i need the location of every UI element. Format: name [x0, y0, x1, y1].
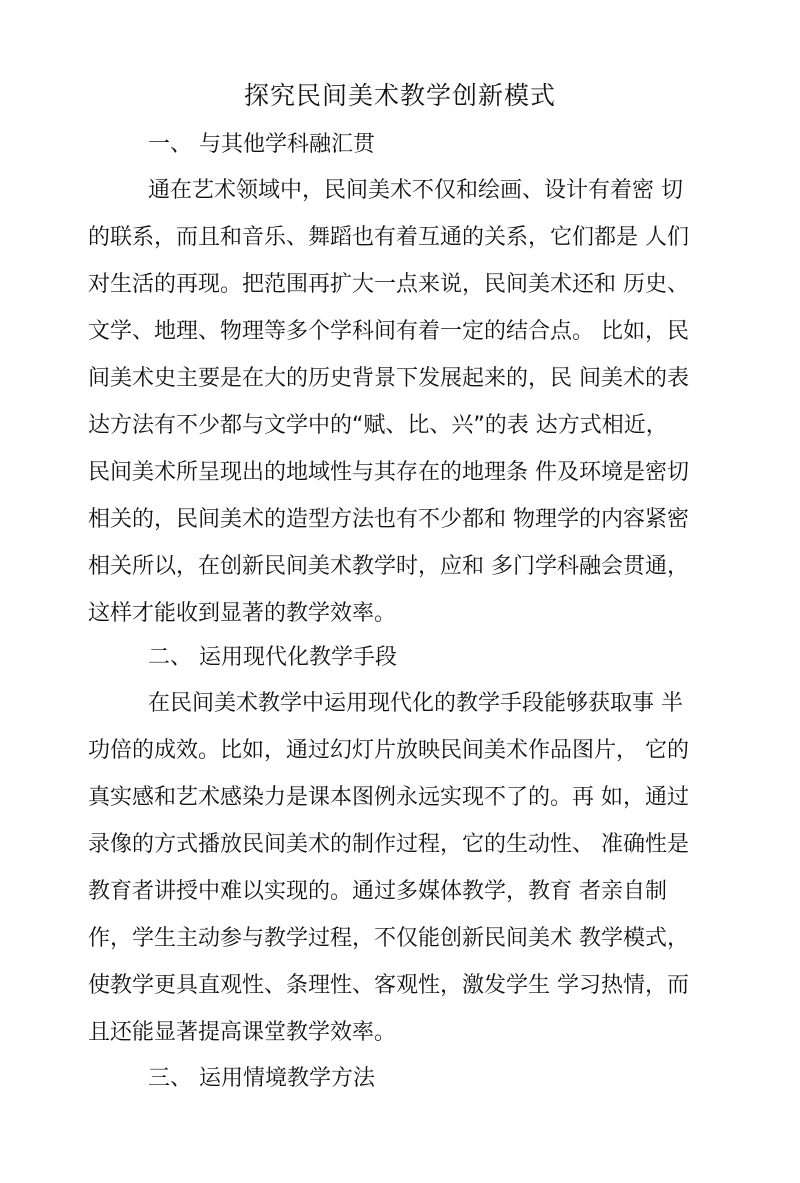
paragraph-line: 作，学生主动参与教学过程，不仅能创新民间美术 教学模式， [88, 926, 689, 951]
paragraph-line: 使教学更具直观性、条理性、客观性，激发学生 学习热情，而 [88, 973, 689, 998]
paragraph-line: 教育者讲授中难以实现的。通过多媒体教学，教育 者亲自制 [88, 879, 667, 904]
paragraph-line: 且还能显著提高课堂教学效率。 [88, 1020, 397, 1045]
paragraph-line: 在民间美术教学中运用现代化的教学手段能够获取事 半 [148, 691, 683, 716]
paragraph-line: 这样才能收到显著的教学效率。 [88, 601, 397, 626]
paragraph-line: 真实感和艺术感染力是课本图例永远实现不了的。再 如，通过 [88, 785, 689, 810]
paragraph-line: 的联系，而且和音乐、舞蹈也有着互通的关系，它们都是 人们 [88, 225, 689, 250]
section-heading-3: 三、 运用情境教学方法 [148, 1066, 375, 1091]
section-heading-2: 二、 运用现代化教学手段 [148, 645, 397, 670]
paragraph-line: 通在艺术领域中，民间美术不仅和绘画、设计有着密 切 [148, 178, 683, 203]
paragraph-line: 相关的，民间美术的造型方法也有不少都和 物理学的内容紧密 [88, 507, 689, 532]
paragraph-line: 录像的方式播放民间美术的制作过程，它的生动性、 准确性是 [88, 832, 689, 857]
section-heading-1: 一、 与其他学科融汇贯 [148, 132, 375, 157]
document-title: 探究民间美术教学创新模式 [243, 81, 556, 110]
paragraph-line: 功倍的成效。比如，通过幻灯片放映民间美术作品图片， 它的 [88, 738, 689, 763]
paragraph-line: 对生活的再现。把范围再扩大一点来说，民间美术还和 历史、 [88, 272, 689, 297]
paragraph-line: 文学、地理、物理等多个学科间有着一定的结合点。 比如，民 [88, 319, 689, 344]
paragraph-line: 相关所以，在创新民间美术教学时，应和 多门学科融会贯通， [88, 554, 689, 579]
paragraph-line: 达方法有不少都与文学中的“赋、比、兴”的表 达方式相近， [88, 413, 668, 438]
paragraph-line: 间美术史主要是在大的历史背景下发展起来的，民 间美术的表 [88, 366, 689, 391]
paragraph-line: 民间美术所呈现出的地域性与其存在的地理条 件及环境是密切 [88, 460, 689, 485]
